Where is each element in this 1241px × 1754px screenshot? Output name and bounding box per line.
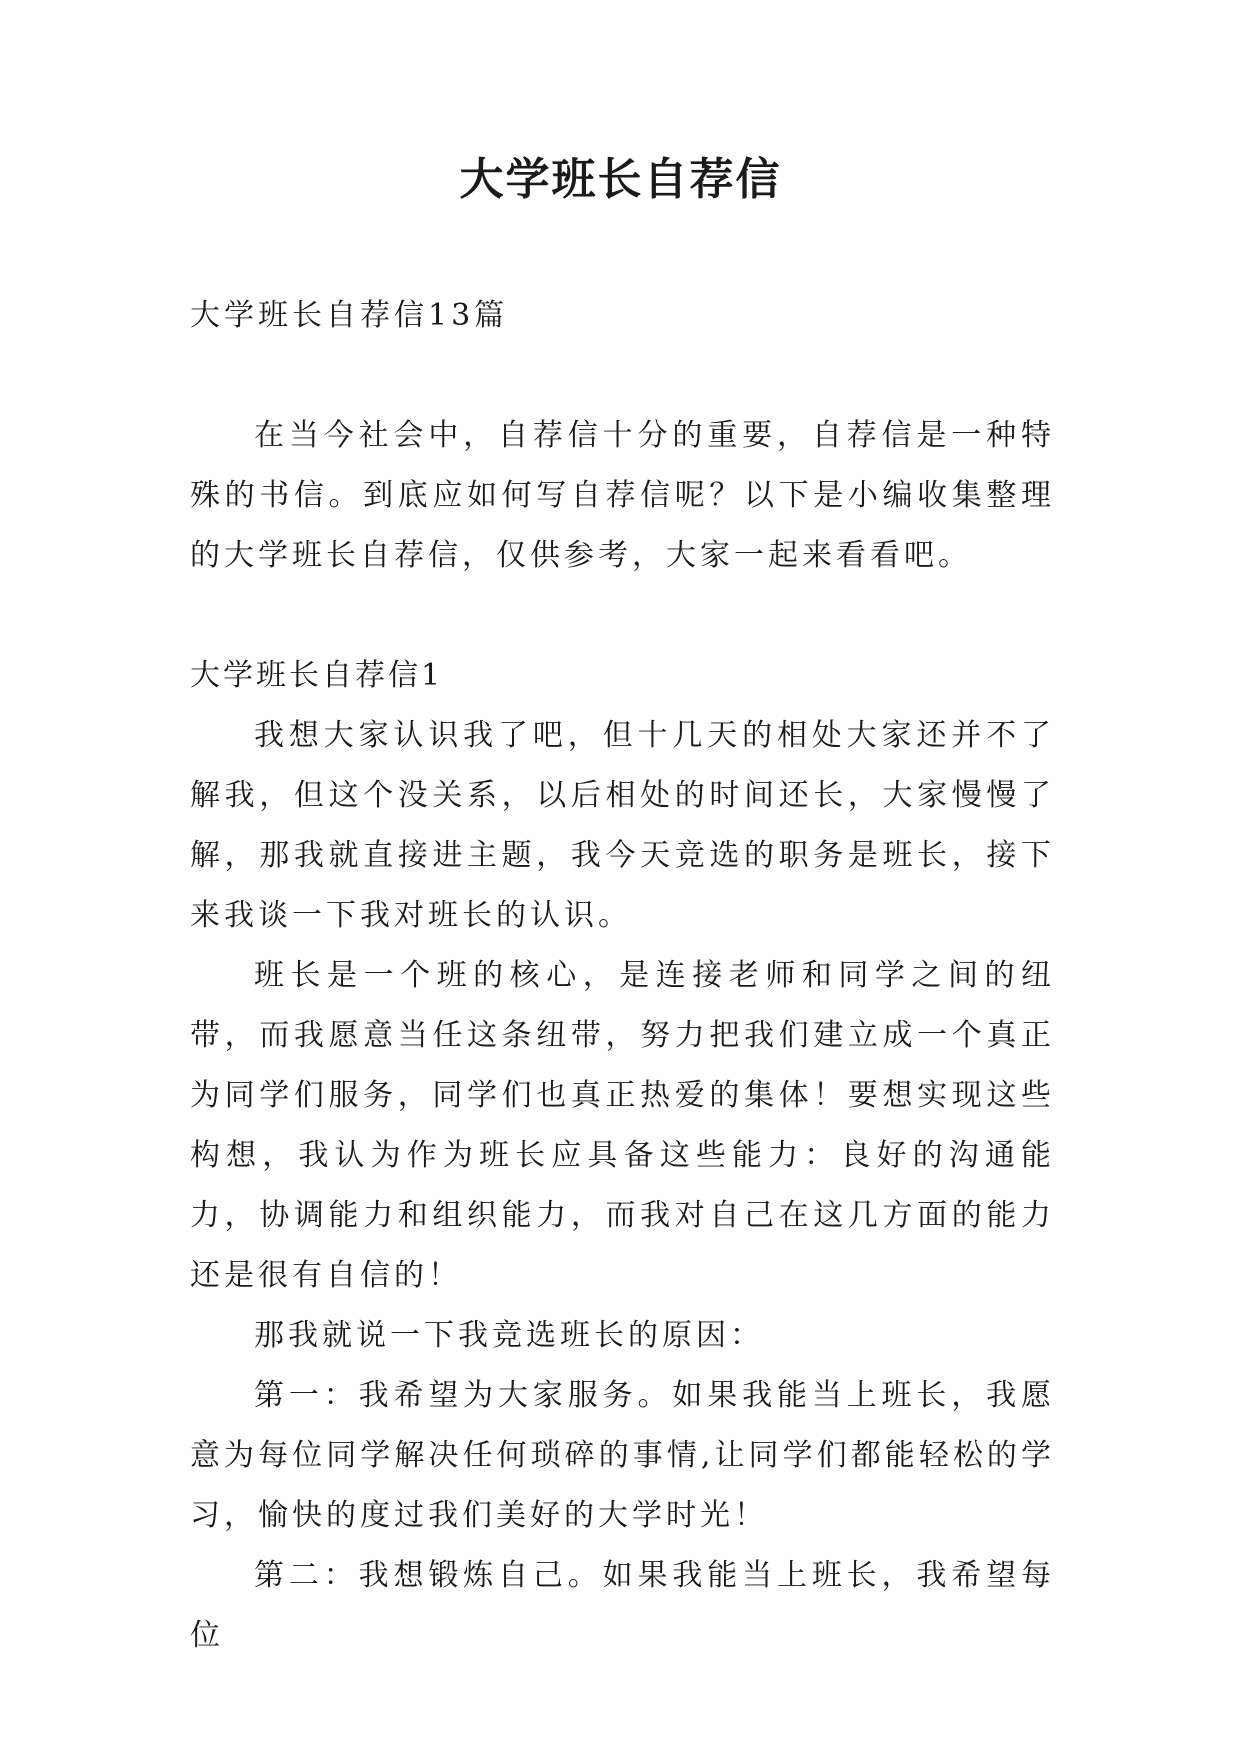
body-paragraph: 第一：我希望为大家服务。如果我能当上班长，我愿意为每位同学解决任何琐碎的事情,让同学们都能轻松的学习，愉快的度过我们美好的大学时光！ [190,1378,1055,1533]
document-body [190,286,1055,1666]
body-paragraph: 第二：我想锻炼自己。如果我能当上班长，我希望每位 [190,1558,1055,1653]
section-heading: 大学班长自荐信1 [190,658,444,693]
document-title: 大学班长自荐信 [459,154,782,205]
body-paragraph: 我想大家认识我了吧，但十几天的相处大家还并不了解我，但这个没关系，以后相处的时间还长，大家慢慢了解，那我就直接进主题，我今天竞选的职务是班长，接下来我谈一下我对班长的认识。 [190,718,1055,933]
body-paragraph: 班长是一个班的核心，是连接老师和同学之间的纽带，而我愿意当任这条纽带，努力把我们建立成一个真正为同学们服务，同学们也真正热爱的集体！要想实现这些构想，我认为作为班长应具备这些能力：良好的沟通能力，协调能力和组织能力，而我对自己在这几方面的能力还是很有自信的！ [190,958,1055,1293]
intro-paragraph: 在当今社会中，自荐信十分的重要，自荐信是一种特殊的书信。到底应如何写自荐信呢？以下是小编收集整理的大学班长自荐信，仅供参考，大家一起来看看吧。 [190,418,1055,573]
body-paragraph: 那我就说一下我竞选班长的原因： [254,1318,764,1353]
document-subtitle: 大学班长自荐信13篇 [190,298,509,333]
